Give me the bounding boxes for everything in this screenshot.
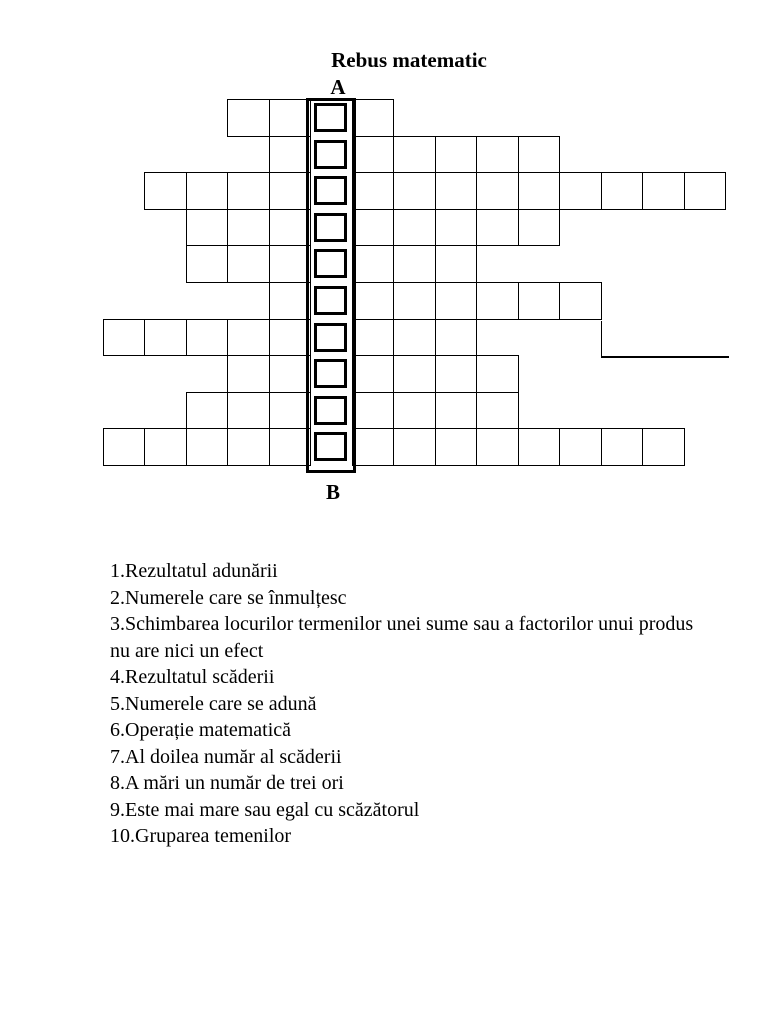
clue-item: 5.Numerele care se adună: [110, 692, 317, 715]
clue-item: 6.Operație matematică: [110, 719, 292, 741]
grid-border-line: [601, 356, 729, 358]
crossword-cell[interactable]: [352, 428, 395, 466]
crossword-cell[interactable]: [186, 245, 229, 283]
clue-item: 2.Numerele care se înmulțesc: [110, 586, 347, 609]
crossword-cell[interactable]: [476, 209, 519, 247]
crossword-cell[interactable]: [435, 428, 478, 466]
clue-item: 8.A mări un număr de trei ori: [110, 772, 344, 794]
page-title: Rebus matematic: [331, 48, 487, 72]
clue-item: 9.Este mai mare sau egal cu scăzătorul: [110, 798, 420, 821]
crossword-cell[interactable]: [393, 319, 436, 357]
crossword-cell[interactable]: [352, 209, 395, 247]
crossword-cell[interactable]: [476, 355, 519, 393]
crossword-cell[interactable]: [476, 282, 519, 320]
crossword-cell[interactable]: [352, 355, 395, 393]
crossword-cell[interactable]: [103, 319, 146, 357]
crossword-cell[interactable]: [393, 428, 436, 466]
crossword-cell[interactable]: [601, 428, 644, 466]
crossword-cell[interactable]: [186, 428, 229, 466]
crossword-cell[interactable]: [227, 245, 270, 283]
clue-item: 3.Schimbarea locurilor termenilor unei sume sau a factorilor unui produs nu are nici un efect: [110, 613, 694, 662]
crossword-cell[interactable]: [393, 392, 436, 430]
crossword-cell[interactable]: [393, 245, 436, 283]
grid-border-line: [601, 321, 602, 357]
clue-item: 7.Al doilea număr al scăderii: [110, 745, 342, 768]
crossword-cell[interactable]: [269, 319, 312, 357]
crossword-cell[interactable]: [186, 319, 229, 357]
crossword-cell[interactable]: [352, 282, 395, 320]
crossword-cell[interactable]: [144, 428, 187, 466]
clue-list: [110, 558, 710, 850]
crossword-cell[interactable]: [269, 355, 312, 393]
key-column-frame: [306, 98, 356, 473]
crossword-cell[interactable]: [352, 392, 395, 430]
crossword-cell[interactable]: [393, 136, 436, 174]
crossword-cell[interactable]: [103, 428, 146, 466]
crossword-cell[interactable]: [227, 428, 270, 466]
crossword-cell[interactable]: [227, 355, 270, 393]
key-column-label-top: A: [330, 75, 346, 99]
crossword-cell[interactable]: [352, 172, 395, 210]
crossword-cell[interactable]: [269, 245, 312, 283]
crossword-cell[interactable]: [518, 282, 561, 320]
crossword-cell[interactable]: [186, 209, 229, 247]
crossword-cell[interactable]: [435, 282, 478, 320]
crossword-cell[interactable]: [227, 172, 270, 210]
crossword-cell[interactable]: [518, 428, 561, 466]
crossword-cell[interactable]: [642, 172, 685, 210]
crossword-cell[interactable]: [352, 136, 395, 174]
crossword-cell[interactable]: [601, 172, 644, 210]
crossword-cell[interactable]: [393, 282, 436, 320]
crossword-cell[interactable]: [559, 172, 602, 210]
crossword-cell[interactable]: [352, 245, 395, 283]
crossword-cell[interactable]: [559, 428, 602, 466]
crossword-cell[interactable]: [518, 209, 561, 247]
crossword-cell[interactable]: [684, 172, 727, 210]
crossword-cell[interactable]: [227, 392, 270, 430]
clue-item: 1.Rezultatul adunării: [110, 560, 278, 582]
crossword-cell[interactable]: [227, 319, 270, 357]
crossword-cell[interactable]: [393, 172, 436, 210]
crossword-cell[interactable]: [476, 172, 519, 210]
clue-item: 10.Gruparea temenilor: [110, 825, 292, 847]
crossword-cell[interactable]: [186, 172, 229, 210]
crossword-cell[interactable]: [144, 172, 187, 210]
crossword-cell[interactable]: [144, 319, 187, 357]
crossword-cell[interactable]: [393, 355, 436, 393]
crossword-cell[interactable]: [435, 245, 478, 283]
crossword-cell[interactable]: [269, 282, 312, 320]
crossword-cell[interactable]: [435, 172, 478, 210]
crossword-cell[interactable]: [269, 392, 312, 430]
key-column-label-bottom: B: [325, 480, 340, 504]
crossword-cell[interactable]: [642, 428, 685, 466]
crossword-cell[interactable]: [476, 136, 519, 174]
crossword-cell[interactable]: [186, 392, 229, 430]
crossword-cell[interactable]: [518, 172, 561, 210]
crossword-cell[interactable]: [435, 319, 478, 357]
crossword-cell[interactable]: [269, 99, 312, 137]
crossword-cell[interactable]: [393, 209, 436, 247]
crossword-cell[interactable]: [476, 428, 519, 466]
crossword-cell[interactable]: [227, 209, 270, 247]
crossword-cell[interactable]: [435, 392, 478, 430]
clue-item: 4.Rezultatul scăderii: [110, 666, 275, 688]
crossword-cell[interactable]: [269, 428, 312, 466]
crossword-cell[interactable]: [435, 136, 478, 174]
crossword-cell[interactable]: [227, 99, 270, 137]
crossword-cell[interactable]: [269, 136, 312, 174]
crossword-cell[interactable]: [559, 282, 602, 320]
crossword-cell[interactable]: [269, 209, 312, 247]
crossword-cell[interactable]: [476, 392, 519, 430]
crossword-cell[interactable]: [518, 136, 561, 174]
crossword-cell[interactable]: [435, 355, 478, 393]
crossword-cell[interactable]: [435, 209, 478, 247]
crossword-cell[interactable]: [269, 172, 312, 210]
crossword-cell[interactable]: [352, 319, 395, 357]
crossword-cell[interactable]: [352, 99, 395, 137]
